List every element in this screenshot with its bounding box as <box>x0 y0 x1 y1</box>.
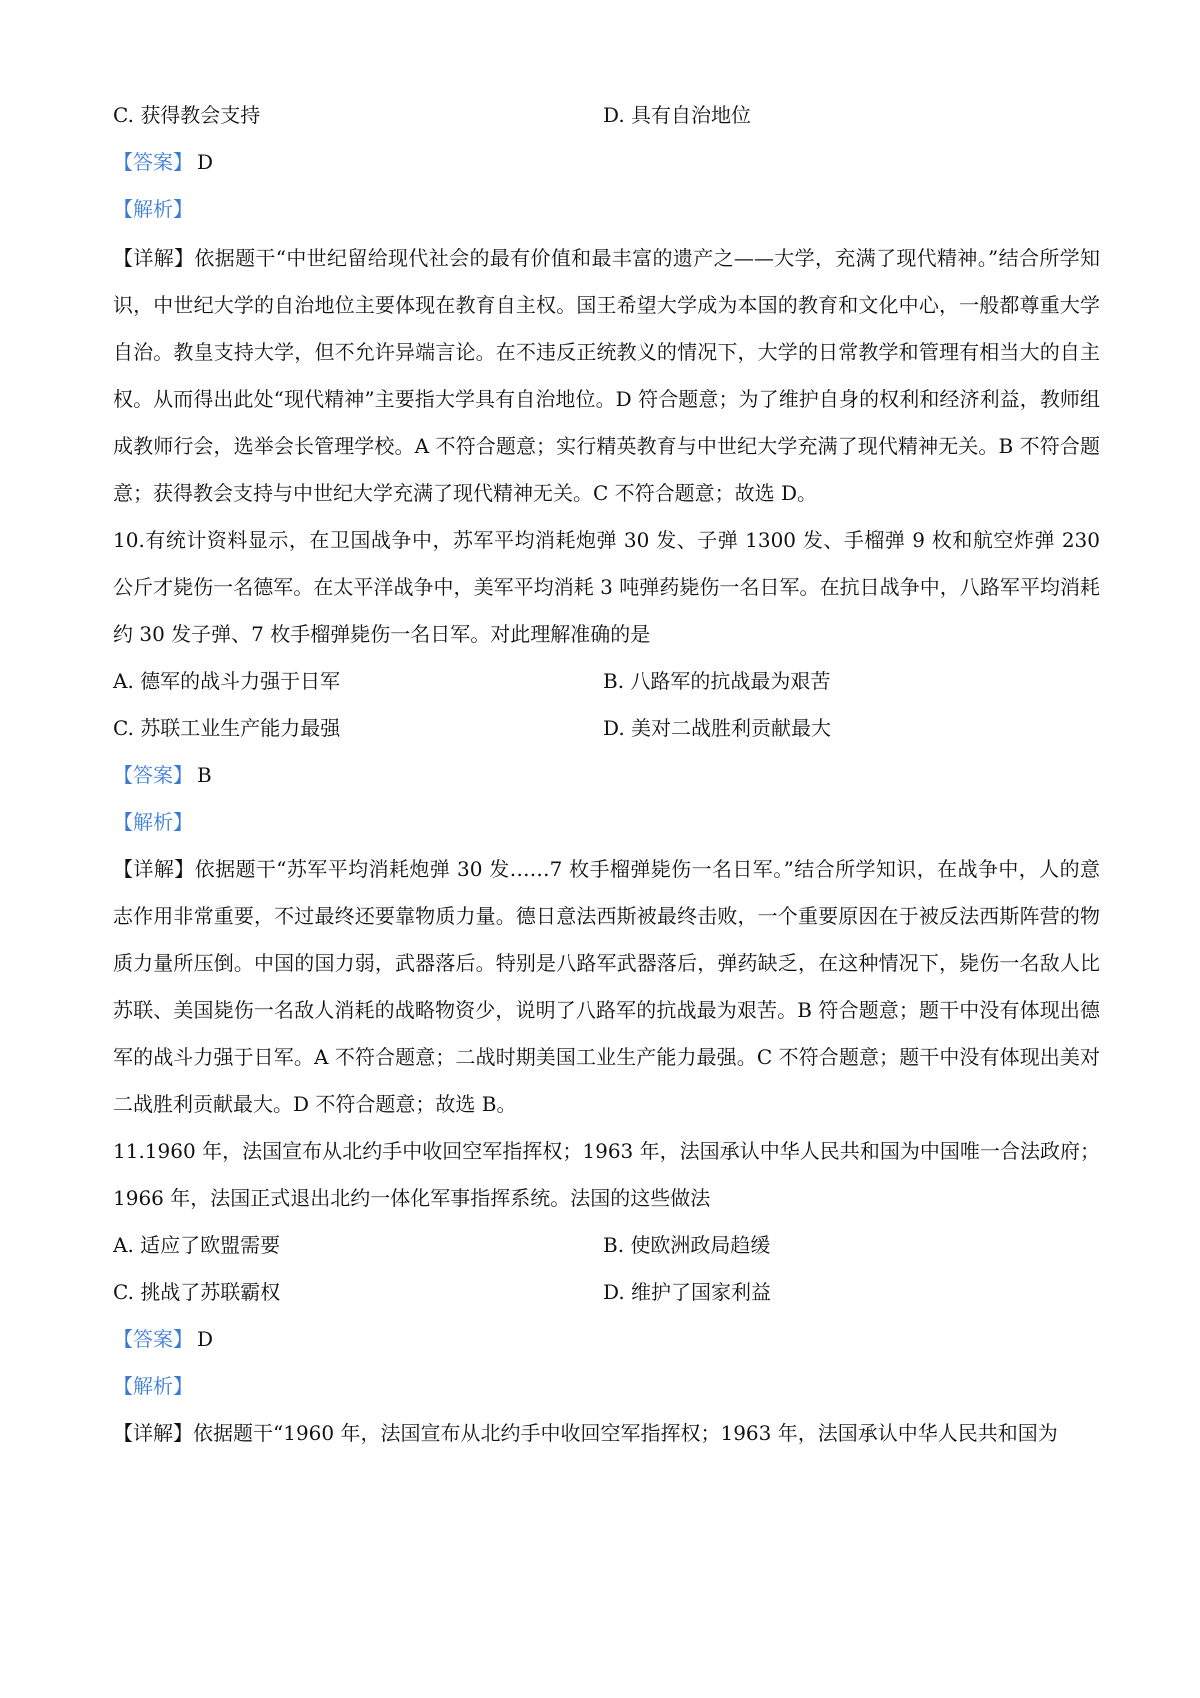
option-letter: D. <box>603 1280 625 1304</box>
answer-label: 【答案】 <box>113 150 193 174</box>
option-letter: A. <box>113 1233 134 1257</box>
option-text: 苏联工业生产能力最强 <box>140 716 341 740</box>
option-text: 挑战了苏联霸权 <box>140 1280 281 1304</box>
option-text: 美对二战胜利贡献最大 <box>631 716 832 740</box>
detail-text: 依据题干“1960 年，法国宣布从北约手中收回空军指挥权；1963 年，法国承认中华人民共和国为 <box>193 1421 1058 1445</box>
q10-answer-line <box>113 752 1100 799</box>
option-letter: C. <box>113 716 134 740</box>
q11-options-row-2 <box>113 1269 1100 1316</box>
q10-option-a <box>113 658 603 705</box>
option-text: 维护了国家利益 <box>631 1280 772 1304</box>
q10-option-b <box>603 658 1093 705</box>
detail-label: 【详解】 <box>113 1421 193 1445</box>
q10-option-d <box>603 705 1093 752</box>
q10-analysis-line <box>113 799 1100 846</box>
detail-label: 【详解】 <box>113 857 195 881</box>
answer-value: D <box>197 1327 214 1351</box>
detail-text: 依据题干“苏军平均消耗炮弹 30 发……7 枚手榴弹毙伤一名日军。”结合所学知识，在战争中，人的意志作用非常重要，不过最终还要靠物质力量。德日意法西斯被最终击败，一个重要原因在于被反法西斯阵营的物质力量所压倒。中国的国力弱，武器落后。特别是八路军武器落后，弹药缺乏，在这种情况下，毙伤一名敌人比苏联、美国毙伤一名敌人消耗的战略物资少，说明了八路军的抗战最为艰苦。B 符合题意；题干中没有体现出德军的战斗力强于日军。A 不符合题意；二战时期美国工业生产能力最强。C 不符合题意；题干中没有体现出美对二战胜利贡献最大。D 不符合题意；故选 B。 <box>113 857 1101 1116</box>
option-text: 获得教会支持 <box>140 103 261 127</box>
analysis-label: 【解析】 <box>113 1374 193 1398</box>
q10-stem: 10.有统计资料显示，在卫国战争中，苏军平均消耗炮弹 30 发、子弹 1300 发、手榴弹 9 枚和航空炸弹 230 公斤才毙伤一名德军。在太平洋战争中，美军平均消耗 3 吨弹药毙伤一名日军。在抗日战争中，八路军平均消耗约 30 发子弹、7 枚手榴弹毙伤一名日军。对此理解准确的是 <box>113 528 1100 646</box>
q9-answer-line <box>113 139 1100 186</box>
answer-value: D <box>197 150 214 174</box>
option-letter: D. <box>603 716 625 740</box>
document-page <box>113 92 1100 1457</box>
q11-stem: 11.1960 年，法国宣布从北约手中收回空军指挥权；1963 年，法国承认中华人民共和国为中国唯一合法政府；1966 年，法国正式退出北约一体化军事指挥系统。法国的这些做法 <box>113 1139 1100 1210</box>
q11-option-d <box>603 1269 1093 1316</box>
q9-option-c <box>113 92 603 139</box>
detail-label: 【详解】 <box>113 246 195 270</box>
q10-options-row-1 <box>113 658 1100 705</box>
option-letter: C. <box>113 1280 134 1304</box>
option-letter: B. <box>603 669 625 693</box>
q11-answer-line <box>113 1316 1100 1363</box>
option-text: 适应了欧盟需要 <box>140 1233 281 1257</box>
analysis-label: 【解析】 <box>113 810 193 834</box>
q11-option-c <box>113 1269 603 1316</box>
q9-options-row <box>113 92 1100 139</box>
option-text: 具有自治地位 <box>631 103 752 127</box>
answer-value: B <box>197 763 212 787</box>
option-text: 八路军的抗战最为艰苦 <box>630 669 831 693</box>
answer-label: 【答案】 <box>113 763 193 787</box>
option-text: 使欧洲政局趋缓 <box>630 1233 771 1257</box>
detail-text: 依据题干“中世纪留给现代社会的最有价值和最丰富的遗产之——大学，充满了现代精神。”结合所学知识，中世纪大学的自治地位主要体现在教育自主权。国王希望大学成为本国的教育和文化中心，一般都尊重大学自治。教皇支持大学，但不允许异端言论。在不违反正统教义的情况下，大学的日常教学和管理有相当大的自主权。从而得出此处“现代精神”主要指大学具有自治地位。D 符合题意；为了维护自身的权利和经济利益，教师组成教师行会，选举会长管理学校。A 不符合题意；实行精英教育与中世纪大学充满了现代精神无关。B 不符合题意；获得教会支持与中世纪大学充满了现代精神无关。C 不符合题意；故选 D。 <box>113 246 1101 505</box>
q10-options-row-2 <box>113 705 1100 752</box>
option-letter: C. <box>113 103 134 127</box>
q11-option-b <box>603 1222 1093 1269</box>
q11-detail <box>113 1410 1100 1457</box>
q11-options-row-1 <box>113 1222 1100 1269</box>
answer-label: 【答案】 <box>113 1327 193 1351</box>
q11-option-a <box>113 1222 603 1269</box>
q9-option-d <box>603 92 1093 139</box>
q9-analysis-line <box>113 186 1100 233</box>
analysis-label: 【解析】 <box>113 197 193 221</box>
option-letter: B. <box>603 1233 625 1257</box>
q10-detail <box>113 846 1100 1128</box>
option-text: 德军的战斗力强于日军 <box>140 669 341 693</box>
q11-analysis-line <box>113 1363 1100 1410</box>
q9-detail <box>113 235 1100 517</box>
option-letter: D. <box>603 103 625 127</box>
option-letter: A. <box>113 669 134 693</box>
q10-option-c <box>113 705 603 752</box>
